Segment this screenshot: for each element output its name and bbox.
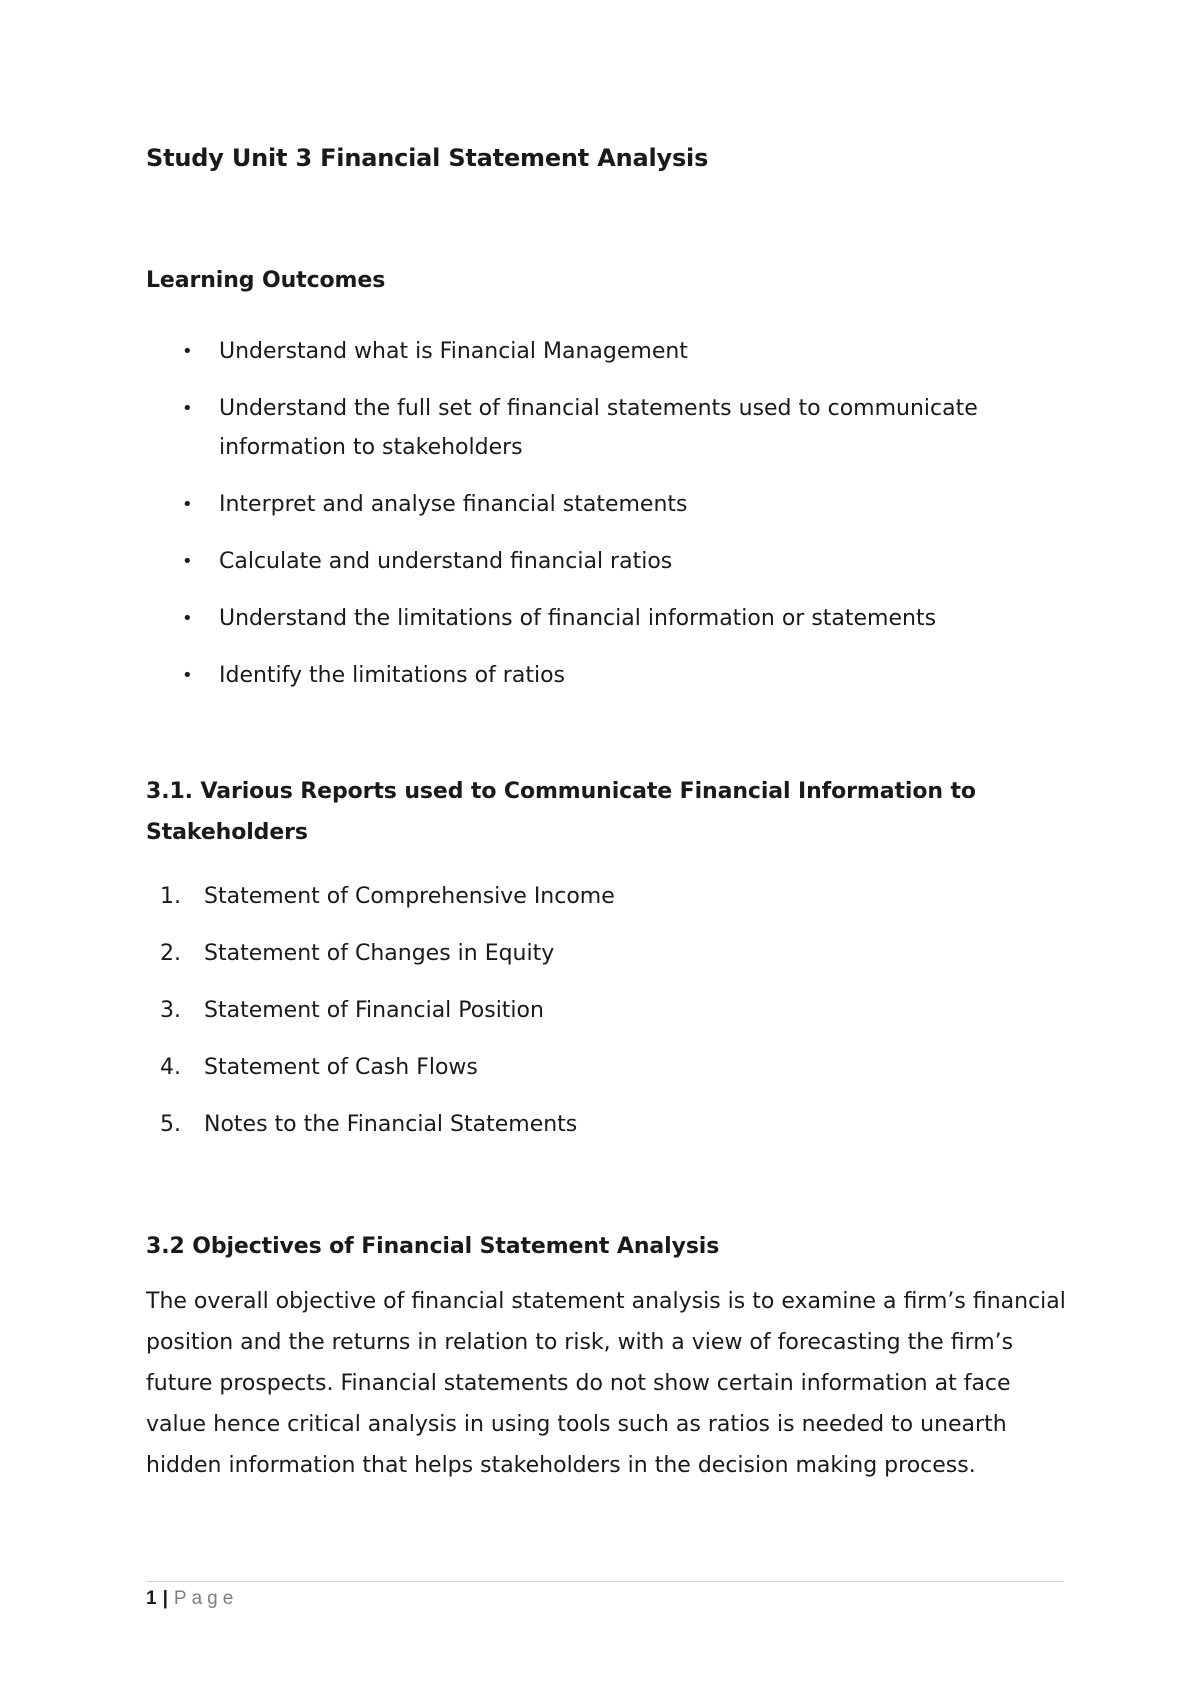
list-item: • Understand the limitations of financial information or statements xyxy=(146,599,1079,638)
bullet-icon: • xyxy=(182,665,193,686)
learning-outcomes-list xyxy=(146,332,1066,713)
section-3-2-paragraph: The overall objective of financial statement analysis is to examine a firm’s financial position and the returns in relation to risk, with a view of forecasting the firm’s future prospects. Financial statements do not show certain information at face value hence critical analysis in using tools such as ratios is needed to unearth hidden information that helps stakeholders in the decision making process. xyxy=(146,1289,1066,1478)
bullet-icon: • xyxy=(182,494,193,515)
learning-outcomes-heading: Learning Outcomes xyxy=(146,268,386,293)
list-item: • Understand what is Financial Management xyxy=(146,332,1079,371)
list-item: 3. Statement of Financial Position xyxy=(160,998,544,1023)
bullet-icon: • xyxy=(182,608,193,629)
section-3-2-heading: 3.2 Objectives of Financial Statement Analysis xyxy=(146,1234,720,1259)
list-item: • Identify the limitations of ratios xyxy=(146,656,1079,695)
reports-list xyxy=(146,877,1066,1162)
footer-divider xyxy=(146,1581,1064,1582)
bullet-icon: • xyxy=(182,551,193,572)
page-footer xyxy=(146,1588,238,1610)
bullet-icon: • xyxy=(182,398,193,419)
section-3-1-heading: 3.1. Various Reports used to Communicate Financial Information to Stakeholders xyxy=(146,779,976,845)
list-item: 4. Statement of Cash Flows xyxy=(160,1055,478,1080)
list-item: 2. Statement of Changes in Equity xyxy=(160,941,555,966)
document-title: Study Unit 3 Financial Statement Analysis xyxy=(146,144,709,172)
page-label: Page xyxy=(173,1588,239,1609)
bullet-icon: • xyxy=(182,341,193,362)
list-item: • Calculate and understand financial ratios xyxy=(146,542,1079,581)
list-item: • Understand the full set of financial statements used to communicate information to stakeholders xyxy=(146,389,1079,467)
page-number: 1 xyxy=(146,1588,157,1609)
list-item: 5. Notes to the Financial Statements xyxy=(160,1112,578,1137)
list-item: • Interpret and analyse financial statements xyxy=(146,485,1079,524)
list-item: 1. Statement of Comprehensive Income xyxy=(160,884,615,909)
footer-separator: | xyxy=(162,1588,168,1609)
